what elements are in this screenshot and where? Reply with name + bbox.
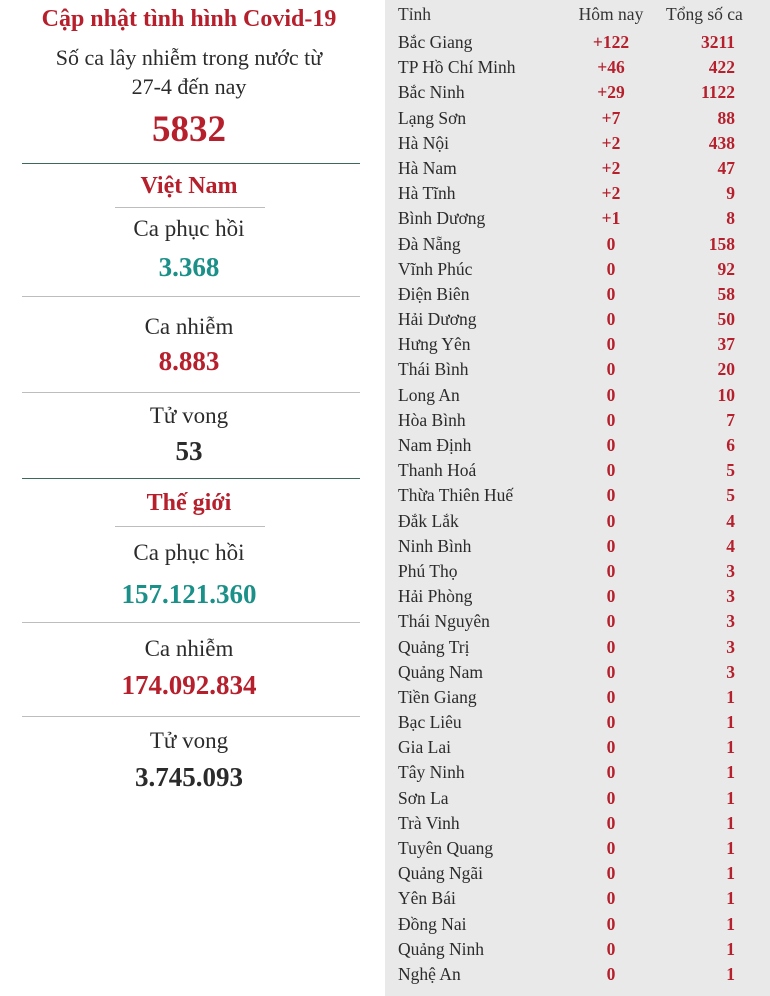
- province-cell: Đồng Nai: [398, 913, 467, 934]
- table-row: [385, 357, 770, 382]
- summary-panel: [0, 0, 378, 996]
- column-header-province: Tỉnh: [398, 4, 432, 24]
- total-cell: 1: [726, 963, 735, 984]
- today-cell: 0: [606, 384, 616, 405]
- divider: [22, 622, 360, 623]
- table-row: [385, 509, 770, 534]
- province-cell: Ninh Bình: [398, 535, 472, 556]
- table-row: [385, 660, 770, 685]
- vietnam-infected-label: Ca nhiễm: [144, 314, 234, 339]
- province-cell: Hòa Bình: [398, 409, 466, 430]
- total-cell: 37: [717, 334, 735, 355]
- total-cell: 1: [726, 863, 735, 884]
- today-cell: 0: [606, 435, 616, 455]
- total-cell: 1: [726, 787, 735, 808]
- total-cell: 1: [726, 737, 735, 758]
- table-row: [385, 181, 770, 206]
- total-cell: 10: [717, 384, 735, 405]
- total-cell: 3: [726, 611, 735, 632]
- today-cell: 0: [606, 712, 616, 733]
- vietnam-deaths-value: 53: [175, 436, 203, 466]
- total-cell: 1: [726, 938, 735, 959]
- table-header: [385, 0, 770, 30]
- table-row: [385, 609, 770, 634]
- today-cell: 0: [606, 863, 616, 884]
- total-cell: 50: [717, 309, 735, 330]
- province-cell: Hải Dương: [398, 309, 477, 330]
- province-cell: Quảng Nam: [398, 661, 484, 682]
- world-infected-label: Ca nhiễm: [144, 636, 234, 661]
- world-deaths-label: Tử vong: [149, 728, 229, 753]
- total-cell: 58: [717, 283, 735, 304]
- total-cell: 438: [708, 132, 735, 153]
- domestic-caption-line2: 27-4 đến nay: [131, 74, 247, 99]
- divider: [115, 207, 265, 208]
- today-cell: 0: [606, 359, 616, 380]
- today-cell: 0: [606, 510, 616, 531]
- table-row: [385, 433, 770, 458]
- world-deaths-value: 3.745.093: [135, 762, 243, 792]
- table-row: [385, 383, 770, 408]
- today-cell: 0: [606, 737, 616, 758]
- today-cell: 0: [606, 838, 616, 858]
- province-cell: Thừa Thiên Huế: [398, 485, 514, 506]
- table-row: [385, 282, 770, 307]
- province-cell: Bắc Giang: [398, 32, 473, 52]
- province-cell: Phú Thọ: [398, 560, 458, 581]
- province-cell: Gia Lai: [398, 737, 451, 758]
- total-cell: 1: [726, 812, 735, 833]
- province-cell: Tuyên Quang: [398, 838, 494, 858]
- province-cell: Thanh Hoá: [398, 460, 477, 481]
- world-recovered-value: 157.121.360: [121, 579, 257, 609]
- total-cell: 3: [726, 586, 735, 607]
- world-infected-value: 174.092.834: [121, 670, 257, 700]
- total-cell: 1122: [700, 82, 735, 103]
- province-table: [385, 0, 770, 996]
- vietnam-recovered-value: 3.368: [158, 252, 220, 282]
- province-cell: Đà Nẵng: [398, 233, 461, 254]
- total-cell: 6: [726, 435, 735, 455]
- province-cell: Tây Ninh: [398, 762, 465, 783]
- total-cell: 3211: [700, 32, 735, 52]
- table-row: [385, 735, 770, 760]
- today-cell: 0: [606, 636, 616, 657]
- column-header-today: Hôm nay: [578, 4, 644, 24]
- table-row: [385, 710, 770, 735]
- table-row: [385, 559, 770, 584]
- today-cell: +29: [597, 82, 625, 103]
- province-cell: Đắk Lắk: [398, 510, 459, 531]
- divider: [115, 526, 265, 527]
- today-cell: +1: [601, 208, 621, 229]
- today-cell: 0: [606, 913, 616, 934]
- total-cell: 1: [726, 913, 735, 934]
- today-cell: 0: [606, 686, 616, 707]
- today-cell: 0: [606, 309, 616, 330]
- table-row: [385, 760, 770, 785]
- province-cell: Nam Định: [398, 435, 472, 455]
- today-cell: 0: [606, 258, 616, 279]
- table-row: [385, 912, 770, 937]
- province-cell: Trà Vinh: [398, 812, 460, 833]
- table-row: [385, 131, 770, 156]
- province-cell: Sơn La: [398, 787, 449, 808]
- province-cell: Hà Nam: [398, 157, 457, 178]
- table-row: [385, 836, 770, 861]
- province-cell: Quảng Trị: [398, 636, 470, 657]
- divider: [22, 478, 360, 479]
- total-cell: 5: [726, 485, 735, 506]
- total-cell: 158: [708, 233, 735, 254]
- vietnam-deaths-label: Tử vong: [149, 403, 229, 428]
- province-cell: Yên Bái: [398, 888, 456, 909]
- page-title: Cập nhật tình hình Covid-19: [41, 6, 337, 32]
- divider: [22, 716, 360, 717]
- table-row: [385, 584, 770, 609]
- table-row: [385, 962, 770, 987]
- table-row: [385, 106, 770, 131]
- column-header-total: Tổng số ca: [666, 4, 743, 24]
- table-row: [385, 458, 770, 483]
- vietnam-infected-value: 8.883: [158, 346, 220, 376]
- total-cell: 20: [717, 359, 735, 380]
- today-cell: 0: [606, 787, 616, 808]
- total-cell: 92: [717, 258, 735, 279]
- total-cell: 1: [726, 762, 735, 783]
- total-cell: 88: [717, 107, 735, 128]
- total-cell: 1: [726, 686, 735, 707]
- province-cell: Thái Bình: [398, 359, 469, 380]
- domestic-caption-line1: Số ca lây nhiễm trong nước từ: [55, 45, 323, 70]
- province-cell: Quảng Ngãi: [398, 863, 484, 884]
- total-cell: 9: [726, 183, 735, 204]
- province-cell: Hà Nội: [398, 132, 450, 153]
- table-row: [385, 55, 770, 80]
- total-cell: 422: [708, 57, 735, 78]
- today-cell: 0: [606, 334, 616, 355]
- table-row: [385, 80, 770, 105]
- province-cell: Điện Biên: [398, 283, 470, 304]
- table-row: [385, 408, 770, 433]
- province-cell: Vĩnh Phúc: [398, 258, 473, 279]
- today-cell: 0: [606, 485, 616, 506]
- today-cell: 0: [606, 586, 616, 607]
- table-row: [385, 534, 770, 559]
- total-cell: 4: [726, 535, 735, 556]
- total-cell: 47: [717, 157, 735, 178]
- total-cell: 8: [726, 208, 735, 229]
- today-cell: +2: [601, 157, 621, 178]
- today-cell: 0: [606, 409, 616, 430]
- today-cell: +2: [601, 132, 621, 153]
- table-body: [385, 30, 770, 987]
- domestic-count: 5832: [152, 109, 226, 150]
- province-cell: TP Hồ Chí Minh: [398, 57, 516, 78]
- province-cell: Nghệ An: [398, 963, 461, 984]
- today-cell: 0: [606, 661, 616, 682]
- today-cell: +46: [597, 57, 625, 78]
- today-cell: 0: [606, 283, 616, 304]
- total-cell: 3: [726, 560, 735, 581]
- province-cell: Thái Nguyên: [398, 611, 490, 632]
- total-cell: 5: [726, 460, 735, 481]
- today-cell: +2: [601, 183, 621, 204]
- total-cell: 4: [726, 510, 735, 531]
- today-cell: 0: [606, 938, 616, 959]
- table-row: [385, 332, 770, 357]
- province-cell: Bạc Liêu: [398, 712, 462, 733]
- total-cell: 1: [726, 838, 735, 858]
- today-cell: 0: [606, 888, 616, 909]
- province-cell: Bình Dương: [398, 208, 486, 229]
- today-cell: 0: [606, 963, 616, 984]
- today-cell: +122: [592, 32, 630, 52]
- divider: [22, 163, 360, 164]
- total-cell: 7: [726, 409, 735, 430]
- province-cell: Quảng Ninh: [398, 938, 485, 959]
- divider: [22, 392, 360, 393]
- table-row: [385, 232, 770, 257]
- table-row: [385, 30, 770, 55]
- world-recovered-label: Ca phục hồi: [133, 540, 245, 565]
- table-row: [385, 483, 770, 508]
- total-cell: 3: [726, 636, 735, 657]
- table-row: [385, 635, 770, 660]
- province-cell: Long An: [398, 384, 460, 405]
- today-cell: 0: [606, 233, 616, 254]
- divider: [22, 296, 360, 297]
- table-row: [385, 156, 770, 181]
- province-cell: Lạng Sơn: [398, 107, 467, 128]
- table-row: [385, 257, 770, 282]
- province-cell: Hà Tĩnh: [398, 183, 456, 204]
- today-cell: 0: [606, 535, 616, 556]
- today-cell: 0: [606, 560, 616, 581]
- table-row: [385, 811, 770, 836]
- province-cell: Bắc Ninh: [398, 82, 465, 103]
- today-cell: 0: [606, 762, 616, 783]
- today-cell: 0: [606, 812, 616, 833]
- total-cell: 1: [726, 888, 735, 909]
- table-row: [385, 861, 770, 886]
- world-heading: Thế giới: [146, 490, 232, 516]
- province-cell: Tiền Giang: [398, 686, 477, 707]
- table-row: [385, 206, 770, 231]
- table-row: [385, 886, 770, 911]
- total-cell: 3: [726, 661, 735, 682]
- table-row: [385, 307, 770, 332]
- vietnam-heading: Việt Nam: [140, 173, 238, 199]
- province-cell: Hải Phòng: [398, 586, 473, 607]
- table-row: [385, 786, 770, 811]
- province-cell: Hưng Yên: [398, 334, 471, 355]
- today-cell: +7: [601, 107, 621, 128]
- table-row: [385, 937, 770, 962]
- table-row: [385, 685, 770, 710]
- total-cell: 1: [726, 712, 735, 733]
- today-cell: 0: [606, 611, 616, 632]
- today-cell: 0: [606, 460, 616, 481]
- vietnam-recovered-label: Ca phục hồi: [133, 216, 245, 241]
